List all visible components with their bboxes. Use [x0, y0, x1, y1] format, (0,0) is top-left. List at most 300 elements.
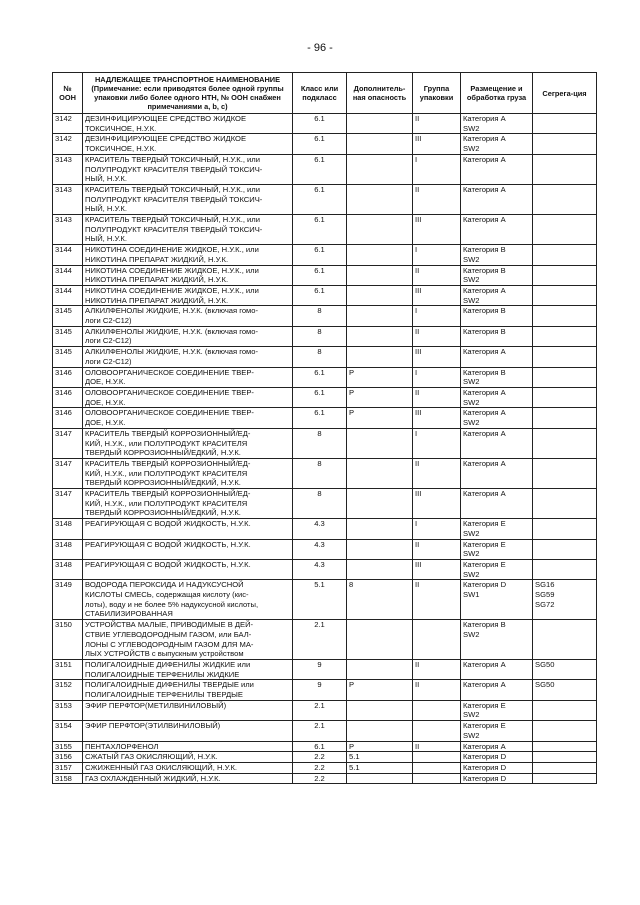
shipping-name-cell-line: ДОЕ, Н.У.К. — [85, 397, 126, 407]
un-number-cell: 3147 — [53, 428, 83, 458]
segregation-cell — [533, 620, 597, 660]
packing-group-cell: III — [413, 408, 461, 428]
subsidiary-risk-cell: P — [347, 741, 413, 752]
stowage-cell — [461, 700, 533, 720]
segregation-cell — [533, 428, 597, 458]
stowage-cell — [461, 752, 533, 763]
class-cell: 6.1 — [293, 154, 347, 184]
un-number-cell: 3145 — [53, 326, 83, 346]
packing-group-cell: I — [413, 306, 461, 326]
table-row — [53, 367, 597, 387]
stowage-cell-line: Категория В — [463, 245, 506, 255]
stowage-cell-line: SW2 — [463, 730, 480, 740]
table-row — [53, 265, 597, 285]
shipping-name-cell — [83, 580, 293, 620]
shipping-name-cell — [83, 489, 293, 519]
shipping-name-cell-line: логи С2-С12) — [85, 336, 132, 346]
shipping-name-cell-line: ПЕНТАХЛОРФЕНОЛ — [85, 741, 159, 751]
stowage-cell — [461, 428, 533, 458]
stowage-cell — [461, 458, 533, 488]
packing-group-cell: II — [413, 539, 461, 559]
subsidiary-risk-cell — [347, 326, 413, 346]
table-row — [53, 428, 597, 458]
subsidiary-risk-cell — [347, 134, 413, 154]
shipping-name-cell-line: РЕАГИРУЮЩАЯ С ВОДОЙ ЖИДКОСТЬ, Н.У.К. — [85, 539, 251, 549]
class-cell: 2.2 — [293, 752, 347, 763]
un-number-cell: 3142 — [53, 134, 83, 154]
class-cell: 2.1 — [293, 721, 347, 741]
stowage-cell-line: Категория А — [463, 114, 506, 123]
shipping-name-cell — [83, 306, 293, 326]
shipping-name-cell-line: ПОЛИГАЛОИДНЫЕ ТЕРФЕНИЛЫ ЖИДКИЕ — [85, 669, 240, 679]
shipping-name-cell-line: КИСЛОТЫ СМЕСЬ, содержащая кислоту (кис- — [85, 590, 249, 600]
shipping-name-cell — [83, 184, 293, 214]
segregation-cell — [533, 752, 597, 763]
stowage-cell-line: SW2 — [463, 418, 480, 428]
header-subsidiary-risk: Дополнитель-ная опасность — [347, 73, 413, 114]
segregation-cell — [533, 680, 597, 700]
subsidiary-risk-cell — [347, 215, 413, 245]
stowage-cell-line: SW2 — [463, 569, 480, 579]
packing-group-cell: II — [413, 458, 461, 488]
stowage-cell-line: Категория А — [463, 741, 506, 751]
shipping-name-cell-line: КРАСИТЕЛЬ ТВЕРДЫЙ ТОКСИЧНЫЙ, Н.У.К., или — [85, 154, 260, 164]
segregation-cell-line: SG59 — [535, 590, 555, 600]
stowage-cell-line: Категория D — [463, 580, 507, 590]
stowage-cell — [461, 326, 533, 346]
class-cell: 6.1 — [293, 387, 347, 407]
packing-group-cell: I — [413, 428, 461, 458]
packing-group-cell: III — [413, 559, 461, 579]
table-row — [53, 741, 597, 752]
shipping-name-cell-line: логи С2-С12) — [85, 356, 132, 366]
shipping-name-cell — [83, 519, 293, 539]
class-cell: 9 — [293, 680, 347, 700]
stowage-cell-line: SW2 — [463, 397, 480, 407]
subsidiary-risk-cell — [347, 428, 413, 458]
stowage-cell — [461, 215, 533, 245]
packing-group-cell: I — [413, 519, 461, 539]
shipping-name-cell-line: ЭФИР ПЕРФТОР(МЕТИЛВИНИЛОВЫЙ) — [85, 700, 227, 710]
shipping-name-cell-line: СЖАТЫЙ ГАЗ ОКИСЛЯЮЩИЙ, Н.У.К. — [85, 752, 218, 762]
class-cell: 6.1 — [293, 285, 347, 305]
shipping-name-cell-line: ТВЕРДЫЙ КОРРОЗИОННЫЙ/ЕДКИЙ, Н.У.К. — [85, 508, 241, 518]
un-number-cell: 3142 — [53, 114, 83, 134]
class-cell: 8 — [293, 428, 347, 458]
dangerous-goods-table — [52, 72, 597, 784]
stowage-cell — [461, 539, 533, 559]
table-row — [53, 387, 597, 407]
packing-group-cell: III — [413, 489, 461, 519]
packing-group-cell: III — [413, 134, 461, 154]
stowage-cell-line: Категория В — [463, 265, 506, 275]
shipping-name-cell-line: НИКОТИНА СОЕДИНЕНИЕ ЖИДКОЕ, Н.У.К., или — [85, 285, 259, 295]
packing-group-cell — [413, 763, 461, 774]
stowage-cell-line: Категория А — [463, 347, 506, 357]
stowage-cell-line: Категория А — [463, 458, 506, 468]
un-number-cell: 3145 — [53, 306, 83, 326]
shipping-name-cell — [83, 559, 293, 579]
header-stowage: Размещение и обработка груза — [461, 73, 533, 114]
segregation-cell — [533, 773, 597, 784]
table-row — [53, 721, 597, 741]
un-number-cell: 3149 — [53, 580, 83, 620]
stowage-cell-line: SW2 — [463, 549, 480, 559]
segregation-cell — [533, 489, 597, 519]
segregation-cell — [533, 184, 597, 214]
shipping-name-cell — [83, 680, 293, 700]
segregation-cell — [533, 347, 597, 367]
packing-group-cell: I — [413, 154, 461, 184]
stowage-cell-line: SW2 — [463, 144, 480, 154]
stowage-cell — [461, 680, 533, 700]
class-cell: 6.1 — [293, 741, 347, 752]
segregation-cell-line: SG50 — [535, 659, 555, 669]
shipping-name-cell-line: ОЛОВООРГАНИЧЕСКОЕ СОЕДИНЕНИЕ ТВЕР- — [85, 367, 254, 377]
segregation-cell — [533, 134, 597, 154]
un-number-cell: 3152 — [53, 680, 83, 700]
shipping-name-cell — [83, 659, 293, 679]
stowage-cell-line: SW1 — [463, 590, 480, 600]
stowage-cell — [461, 134, 533, 154]
stowage-cell-line: Категория Е — [463, 721, 506, 731]
un-number-cell: 3144 — [53, 245, 83, 265]
page-number: - 96 - — [307, 42, 333, 54]
stowage-cell-line: Категория А — [463, 428, 506, 438]
segregation-cell — [533, 245, 597, 265]
shipping-name-cell — [83, 752, 293, 763]
shipping-name-cell-line: ГАЗ ОХЛАЖДЕННЫЙ ЖИДКИЙ, Н.У.К. — [85, 773, 221, 783]
shipping-name-cell-line: ДОЕ, Н.У.К. — [85, 377, 126, 387]
segregation-cell — [533, 154, 597, 184]
class-cell: 6.1 — [293, 215, 347, 245]
un-number-cell: 3143 — [53, 154, 83, 184]
subsidiary-risk-cell: P — [347, 680, 413, 700]
header-shipping-name: НАДЛЕЖАЩЕЕ ТРАНСПОРТНОЕ НАИМЕНОВАНИЕ (Примечание: если приводятся более одной группы упаковки либо более одного НТН, № ООН снабжен примечаниями a, b, c) — [83, 73, 293, 114]
segregation-cell — [533, 721, 597, 741]
stowage-cell-line: SW2 — [463, 528, 480, 538]
header-un-number: № ООН — [53, 73, 83, 114]
segregation-cell — [533, 387, 597, 407]
stowage-cell — [461, 620, 533, 660]
table-body — [53, 114, 597, 784]
shipping-name-cell-line: НИКОТИНА ПРЕПАРАТ ЖИДКИЙ, Н.У.К. — [85, 254, 229, 264]
subsidiary-risk-cell: P — [347, 408, 413, 428]
class-cell: 2.1 — [293, 620, 347, 660]
table-row — [53, 559, 597, 579]
packing-group-cell: I — [413, 245, 461, 265]
shipping-name-cell — [83, 326, 293, 346]
stowage-cell — [461, 721, 533, 741]
shipping-name-cell-line: НЫЙ, Н.У.К. — [85, 234, 127, 244]
stowage-cell-line: Категория D — [463, 763, 507, 772]
shipping-name-cell-line: ТОКСИЧНОЕ, Н.У.К. — [85, 123, 157, 133]
subsidiary-risk-cell — [347, 265, 413, 285]
class-cell: 5.1 — [293, 580, 347, 620]
subsidiary-risk-cell — [347, 539, 413, 559]
packing-group-cell — [413, 721, 461, 741]
stowage-cell-line: Категория D — [463, 752, 507, 762]
shipping-name-cell-line: НИКОТИНА ПРЕПАРАТ ЖИДКИЙ, Н.У.К. — [85, 275, 229, 285]
un-number-cell: 3153 — [53, 700, 83, 720]
subsidiary-risk-cell — [347, 559, 413, 579]
un-number-cell: 3143 — [53, 215, 83, 245]
table-row — [53, 580, 597, 620]
shipping-name-cell-line: СТВИЕ УГЛЕВОДОРОДНЫМ ГАЗОМ, или БАЛ- — [85, 629, 252, 639]
shipping-name-cell-line: КРАСИТЕЛЬ ТВЕРДЫЙ КОРРОЗИОННЫЙ/ЕД- — [85, 489, 251, 499]
un-number-cell: 3156 — [53, 752, 83, 763]
un-number-cell: 3157 — [53, 763, 83, 774]
subsidiary-risk-cell — [347, 306, 413, 326]
un-number-cell: 3150 — [53, 620, 83, 660]
shipping-name-cell-line: ВОДОРОДА ПЕРОКСИДА И НАДУКСУСНОЙ — [85, 580, 244, 590]
table-row — [53, 773, 597, 784]
header-packing-group: Группа упаковки — [413, 73, 461, 114]
subsidiary-risk-cell: 5.1 — [347, 752, 413, 763]
shipping-name-cell-line: ТВЕРДЫЙ КОРРОЗИОННЫЙ/ЕДКИЙ, Н.У.К. — [85, 448, 241, 458]
class-cell: 6.1 — [293, 245, 347, 265]
segregation-cell — [533, 539, 597, 559]
shipping-name-cell-line: лоты), воду и не более 5% надуксусной кислоты, — [85, 599, 259, 609]
stowage-cell-line: Категория А — [463, 387, 506, 397]
shipping-name-cell-line: КРАСИТЕЛЬ ТВЕРДЫЙ КОРРОЗИОННЫЙ/ЕД- — [85, 458, 251, 468]
un-number-cell: 3146 — [53, 387, 83, 407]
shipping-name-cell-line: АЛКИЛФЕНОЛЫ ЖИДКИЕ, Н.У.К. (включая гомо- — [85, 347, 259, 357]
shipping-name-cell-line: НЫЙ, Н.У.К. — [85, 204, 127, 214]
stowage-cell-line: SW2 — [463, 295, 480, 305]
stowage-cell-line: Категория В — [463, 306, 506, 316]
subsidiary-risk-cell — [347, 773, 413, 784]
un-number-cell: 3145 — [53, 347, 83, 367]
shipping-name-cell — [83, 387, 293, 407]
stowage-cell-line: Категория Е — [463, 559, 506, 569]
shipping-name-cell-line: СЖИЖЕННЫЙ ГАЗ ОКИСЛЯЮЩИЙ, Н.У.К. — [85, 763, 238, 772]
table-row — [53, 620, 597, 660]
table-row — [53, 326, 597, 346]
shipping-name-cell-line: КРАСИТЕЛЬ ТВЕРДЫЙ ТОКСИЧНЫЙ, Н.У.К., или — [85, 184, 260, 194]
shipping-name-cell-line: ПОЛИГАЛОИДНЫЕ ТЕРФЕНИЛЫ ТВЕРДЫЕ — [85, 690, 243, 700]
table-row — [53, 659, 597, 679]
un-number-cell: 3148 — [53, 539, 83, 559]
class-cell: 6.1 — [293, 134, 347, 154]
stowage-cell — [461, 741, 533, 752]
stowage-cell-line: SW2 — [463, 710, 480, 720]
shipping-name-cell-line: РЕАГИРУЮЩАЯ С ВОДОЙ ЖИДКОСТЬ, Н.У.К. — [85, 519, 251, 529]
packing-group-cell: I — [413, 367, 461, 387]
table-row — [53, 752, 597, 763]
shipping-name-cell-line: ПОЛУПРОДУКТ КРАСИТЕЛЯ ТВЕРДЫЙ ТОКСИЧ- — [85, 224, 263, 234]
stowage-cell-line: Категория В — [463, 326, 506, 336]
un-number-cell: 3154 — [53, 721, 83, 741]
class-cell: 9 — [293, 659, 347, 679]
shipping-name-cell-line: ДОЕ, Н.У.К. — [85, 418, 126, 428]
stowage-cell-line: Категория В — [463, 620, 506, 630]
stowage-cell-line: Категория А — [463, 134, 506, 144]
table-row — [53, 700, 597, 720]
shipping-name-cell-line: НИКОТИНА СОЕДИНЕНИЕ ЖИДКОЕ, Н.У.К., или — [85, 265, 259, 275]
shipping-name-cell-line: НИКОТИНА СОЕДИНЕНИЕ ЖИДКОЕ, Н.У.К., или — [85, 245, 259, 255]
segregation-cell — [533, 114, 597, 134]
shipping-name-cell-line: УСТРОЙСТВА МАЛЫЕ, ПРИВОДИМЫЕ В ДЕЙ- — [85, 620, 254, 630]
subsidiary-risk-cell — [347, 184, 413, 214]
shipping-name-cell — [83, 763, 293, 774]
subsidiary-risk-cell — [347, 154, 413, 184]
packing-group-cell: II — [413, 387, 461, 407]
stowage-cell-line: Категория А — [463, 184, 506, 194]
class-cell: 6.1 — [293, 367, 347, 387]
shipping-name-cell-line: КИЙ, Н.У.К., или ПОЛУПРОДУКТ КРАСИТЕЛЯ — [85, 468, 248, 478]
segregation-cell-line: SG16 — [535, 580, 555, 590]
subsidiary-risk-cell — [347, 347, 413, 367]
class-cell: 8 — [293, 458, 347, 488]
table-row — [53, 347, 597, 367]
subsidiary-risk-cell — [347, 700, 413, 720]
stowage-cell-line: Категория Е — [463, 539, 506, 549]
shipping-name-cell-line: НИКОТИНА ПРЕПАРАТ ЖИДКИЙ, Н.У.К. — [85, 295, 229, 305]
un-number-cell: 3151 — [53, 659, 83, 679]
shipping-name-cell-line: ОЛОВООРГАНИЧЕСКОЕ СОЕДИНЕНИЕ ТВЕР- — [85, 387, 254, 397]
stowage-cell-line: SW2 — [463, 254, 480, 264]
stowage-cell-line: Категория А — [463, 408, 506, 418]
table-row — [53, 680, 597, 700]
stowage-cell-line: Категория А — [463, 154, 506, 164]
shipping-name-cell — [83, 741, 293, 752]
stowage-cell — [461, 114, 533, 134]
segregation-cell-line: SG50 — [535, 680, 555, 690]
shipping-name-cell — [83, 265, 293, 285]
class-cell: 6.1 — [293, 265, 347, 285]
shipping-name-cell — [83, 347, 293, 367]
un-number-cell: 3146 — [53, 367, 83, 387]
shipping-name-cell — [83, 215, 293, 245]
un-number-cell: 3143 — [53, 184, 83, 214]
class-cell: 2.2 — [293, 763, 347, 774]
shipping-name-cell — [83, 408, 293, 428]
stowage-cell-line: Категория Е — [463, 700, 506, 710]
packing-group-cell: II — [413, 114, 461, 134]
table-row — [53, 134, 597, 154]
shipping-name-cell-line: ЛЫХ УСТРОЙСТВ с выпускным устройством — [85, 649, 244, 659]
shipping-name-cell — [83, 539, 293, 559]
shipping-name-cell — [83, 721, 293, 741]
table-row — [53, 114, 597, 134]
stowage-cell-line: Категория А — [463, 680, 506, 690]
subsidiary-risk-cell — [347, 458, 413, 488]
stowage-cell — [461, 245, 533, 265]
segregation-cell — [533, 763, 597, 774]
un-number-cell: 3144 — [53, 265, 83, 285]
class-cell: 6.1 — [293, 408, 347, 428]
packing-group-cell — [413, 773, 461, 784]
class-cell: 8 — [293, 489, 347, 519]
segregation-cell — [533, 659, 597, 679]
packing-group-cell: III — [413, 285, 461, 305]
stowage-cell-line: SW2 — [463, 123, 480, 133]
shipping-name-cell — [83, 367, 293, 387]
packing-group-cell: II — [413, 265, 461, 285]
subsidiary-risk-cell — [347, 114, 413, 134]
stowage-cell-line: Категория А — [463, 489, 506, 499]
stowage-cell — [461, 265, 533, 285]
subsidiary-risk-cell — [347, 659, 413, 679]
stowage-cell-line: Категория В — [463, 367, 506, 377]
segregation-cell-line: SG72 — [535, 599, 555, 609]
packing-group-cell: II — [413, 680, 461, 700]
un-number-cell: 3155 — [53, 741, 83, 752]
table-row — [53, 215, 597, 245]
segregation-cell — [533, 741, 597, 752]
class-cell: 8 — [293, 326, 347, 346]
table-header-row — [53, 73, 597, 114]
shipping-name-cell-line: ОЛОВООРГАНИЧЕСКОЕ СОЕДИНЕНИЕ ТВЕР- — [85, 408, 254, 418]
shipping-name-cell — [83, 700, 293, 720]
table-row — [53, 519, 597, 539]
segregation-cell — [533, 458, 597, 488]
shipping-name-cell-line: ПОЛИГАЛОИДНЫЕ ДИФЕНИЛЫ ТВЕРДЫЕ или — [85, 680, 254, 690]
stowage-cell-line: Категория А — [463, 285, 506, 295]
header-segregation: Сегрега-ция — [533, 73, 597, 114]
stowage-cell-line: Категория А — [463, 215, 506, 225]
stowage-cell-line: SW2 — [463, 629, 480, 639]
un-number-cell: 3148 — [53, 559, 83, 579]
un-number-cell: 3158 — [53, 773, 83, 784]
shipping-name-cell-line: логи С2-С12) — [85, 316, 132, 326]
packing-group-cell — [413, 700, 461, 720]
class-cell: 4.3 — [293, 539, 347, 559]
un-number-cell: 3147 — [53, 458, 83, 488]
shipping-name-cell-line: КИЙ, Н.У.К., или ПОЛУПРОДУКТ КРАСИТЕЛЯ — [85, 498, 248, 508]
stowage-cell — [461, 519, 533, 539]
stowage-cell — [461, 763, 533, 774]
segregation-cell — [533, 265, 597, 285]
subsidiary-risk-cell: P — [347, 387, 413, 407]
class-cell: 6.1 — [293, 114, 347, 134]
packing-group-cell — [413, 620, 461, 660]
shipping-name-cell — [83, 154, 293, 184]
table-row — [53, 184, 597, 214]
stowage-cell — [461, 408, 533, 428]
shipping-name-cell-line: АЛКИЛФЕНОЛЫ ЖИДКИЕ, Н.У.К. (включая гомо- — [85, 306, 259, 316]
shipping-name-cell — [83, 114, 293, 134]
header-class: Класс или подкласс — [293, 73, 347, 114]
stowage-cell — [461, 387, 533, 407]
shipping-name-cell — [83, 134, 293, 154]
packing-group-cell: III — [413, 347, 461, 367]
subsidiary-risk-cell: 5.1 — [347, 763, 413, 774]
shipping-name-cell — [83, 620, 293, 660]
subsidiary-risk-cell — [347, 620, 413, 660]
stowage-cell — [461, 773, 533, 784]
packing-group-cell: II — [413, 659, 461, 679]
class-cell: 6.1 — [293, 184, 347, 214]
stowage-cell — [461, 285, 533, 305]
packing-group-cell: II — [413, 184, 461, 214]
segregation-cell — [533, 559, 597, 579]
segregation-cell — [533, 367, 597, 387]
shipping-name-cell — [83, 458, 293, 488]
segregation-cell — [533, 326, 597, 346]
un-number-cell: 3147 — [53, 489, 83, 519]
segregation-cell — [533, 700, 597, 720]
stowage-cell — [461, 559, 533, 579]
subsidiary-risk-cell — [347, 285, 413, 305]
class-cell: 4.3 — [293, 559, 347, 579]
shipping-name-cell — [83, 285, 293, 305]
table-row — [53, 458, 597, 488]
packing-group-cell: III — [413, 215, 461, 245]
shipping-name-cell — [83, 428, 293, 458]
segregation-cell — [533, 285, 597, 305]
